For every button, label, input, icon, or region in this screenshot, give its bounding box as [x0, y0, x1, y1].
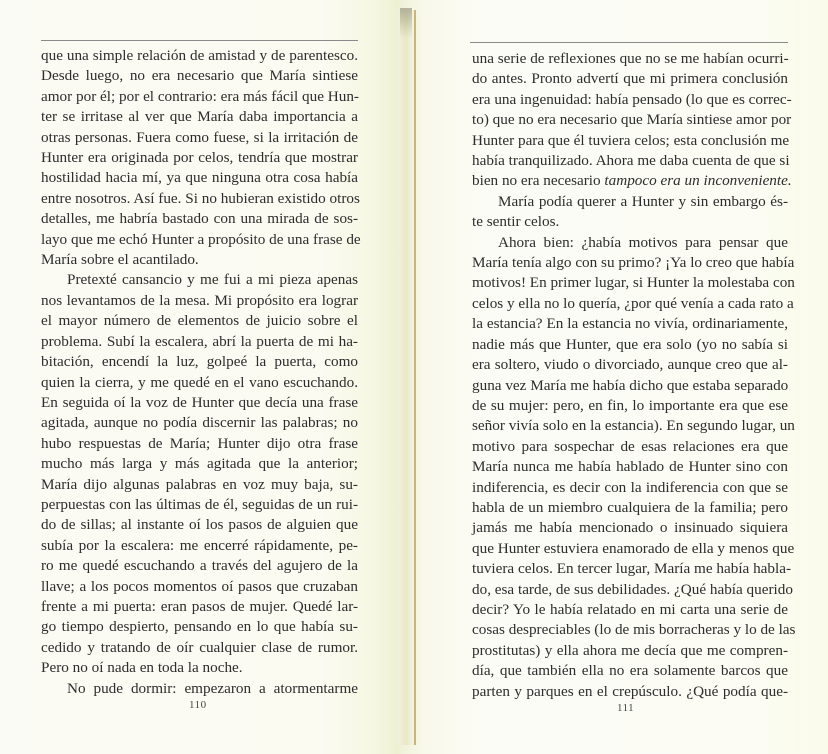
paragraph-end-line	[472, 171, 792, 191]
text-line: el mayor número de elementos de juicio sobre el	[41, 312, 358, 330]
text-line: nos levantamos de la mesa. Mi propósito era lograr	[41, 291, 358, 309]
left-page-body	[41, 46, 361, 699]
text-line: frente a mi puerta: eran pasos de mujer. Quedé lar-	[41, 597, 358, 615]
text-line: parten y parques en el crepúsculo. ¿Qué podía que-	[472, 682, 788, 700]
text-line: problema. Subí la escalera, abrí la puerta de mi ha-	[41, 332, 358, 350]
text-line: jamás me había mencionado o insinuado siquiera	[472, 519, 788, 537]
text-line: Hunter para que él tuviera celos; esta conclusión me	[472, 131, 790, 149]
text-line: detalles, me habría bastado con una mirada de sos-	[41, 210, 358, 228]
page-number-right: 111	[617, 702, 635, 714]
text-line: cosas despreciables (lo de mis borracheras y lo de las	[472, 621, 796, 639]
text-line: bitación, encendí la luz, golpeé la puerta, como	[41, 353, 358, 371]
text-line: que una simple relación de amistad y de parentesco.	[41, 47, 358, 64]
left-header-rule	[41, 40, 358, 41]
text-line: hostilidad hacia mí, ya que ninguna otra cosa había	[41, 169, 358, 187]
text-line: quien la cierra, y me quedé en el vano escuchando.	[41, 373, 358, 391]
text-line: guna vez María me había dicho que estaba separado	[472, 376, 789, 394]
text-line: ter se irritase al ver que María daba importancia a	[41, 108, 358, 126]
spine-line	[414, 10, 416, 745]
paragraph-start-line: Pretexté cansancio y me fui a mi pieza apenas	[67, 271, 358, 289]
text-line: motivo para sospechar de esas relaciones era que	[472, 437, 788, 455]
text-line: era soltero, viudo o divorciado, aunque creo que al-	[472, 356, 788, 374]
text-line: amor por él; por el contrario: era más fácil que Hun-	[41, 87, 359, 105]
text-line: habla de un miembro cualquiera de la familia; pero	[472, 498, 788, 516]
text-line: señor vivía solo en la estancia). En segundo lugar, un	[472, 417, 795, 435]
text-line: había tranquilizado. Ahora me daba cuenta de que si	[472, 152, 790, 170]
text-line: la estancia? En la estancia no vivía, ordinariamente,	[472, 315, 788, 333]
text-line: Hunter era originada por celos, tendría que mostrar	[41, 149, 358, 167]
text-line: perpuestas con las últimas de él, seguidas de un rui-	[41, 495, 358, 513]
text-line: una serie de reflexiones que no se me habían ocurri-	[472, 50, 789, 67]
text-segment: bien no era necesario	[472, 172, 601, 190]
text-line: de su mujer: pero, en fin, lo importante era que ese	[472, 396, 788, 414]
text-line: do, esa tarde, de sus debilidades. ¿Qué había querido	[472, 580, 793, 598]
right-page-body	[472, 49, 796, 702]
gutter-shadow	[400, 8, 412, 38]
text-line: día, que también ella no era solamente barcos que	[472, 662, 788, 680]
paragraph-end-line: Pero no oí nada en toda la noche.	[41, 659, 243, 677]
text-line: En seguida oí la voz de Hunter que decía una frase	[41, 393, 358, 411]
text-line: mucho más larga y más agitada que la anterior;	[41, 455, 358, 473]
text-line: ro me quedé escuchando a través del agujero de la	[41, 557, 358, 575]
text-line: subía por la escalera: me encerré rápidamente, pe-	[41, 536, 358, 554]
text-line: que Hunter estuviera enamorado de ella y menos que	[472, 539, 795, 557]
right-header-rule	[470, 42, 788, 43]
text-line: cedido y tratando de oír cualquier clase de rumor.	[41, 638, 358, 656]
text-line: era una ingenuidad: había pensado (lo que es correc-	[472, 90, 792, 108]
text-line: layo que me echó Hunter a propósito de una frase de	[41, 230, 361, 248]
text-line: motivos! En primer lugar, si Hunter la molestaba con	[472, 274, 795, 292]
text-line: indiferencia, es decir con la indiferencia con que se	[472, 478, 788, 496]
paragraph-start-line: No pude dormir: empezaron a atormentarme	[67, 679, 358, 697]
text-line: entre nosotros. Así fue. Si no hubieran existido otros	[41, 189, 360, 207]
paragraph-start-line: María podía querer a Hunter y sin embargo és-	[498, 192, 788, 210]
paragraph-end-line: te sentir celos.	[472, 213, 560, 231]
text-line: decir? Yo le había relatado en mi carta una serie de	[472, 600, 788, 618]
text-line: agitada, aunque no podía discernir las palabras; no	[41, 414, 358, 432]
paragraph-start-line: Ahora bien: ¿había motivos para pensar que	[498, 233, 788, 251]
text-line: María dijo algunas palabras en voz muy baja, su-	[41, 475, 358, 493]
text-line: nadie más que Hunter, que era solo (yo no sabía si	[472, 335, 788, 353]
text-line: prostitutas) y ella ahora me decía que me compren-	[472, 641, 788, 659]
page-number-left: 110	[189, 699, 207, 711]
text-line: to) que no era necesario que María sintiese amor por	[472, 111, 792, 129]
text-line: celos y ella no lo quería, ¿por qué venía a cada rato a	[472, 294, 794, 312]
text-line: tuviera celos. En tercer lugar, María me había habla-	[472, 560, 792, 578]
text-line: go tiempo despierto, pensando en lo que había su-	[41, 618, 358, 636]
text-line: María tenía algo con su primo? ¡Ya lo creo que había	[472, 254, 795, 272]
text-line: hubo respuestas de María; Hunter dijo otra frase	[41, 434, 358, 452]
text-line: do antes. Pronto advertí que mi primera conclusión	[472, 70, 788, 88]
text-line: Desde luego, no era necesario que María sintiese	[41, 67, 358, 85]
text-line: María nunca me había hablado de Hunter sino con	[472, 458, 788, 476]
paragraph-end-line: María sobre el acantilado.	[41, 251, 199, 269]
text-line: do de sillas; al instante oí los pasos de alguien que	[41, 516, 358, 534]
text-line: llave; a los pocos momentos oí pasos que cruzaban	[41, 577, 358, 595]
italic-phrase: tampoco era un inconveniente.	[604, 172, 792, 190]
text-line: otras personas. Fuera como fuese, si la irritación de	[41, 128, 358, 146]
